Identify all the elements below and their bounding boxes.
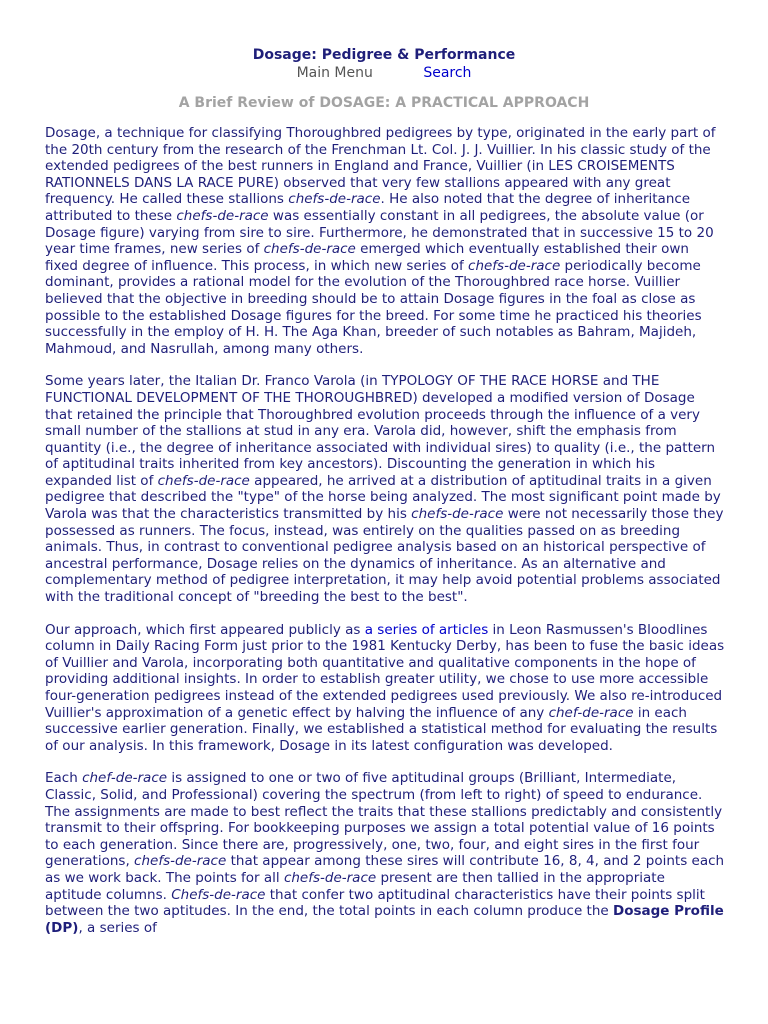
- paragraph-text: is assigned to one or two of five aptitudinal groups (Brilliant, Intermediate, Classic, Solid, and Professional) covering the spectrum (from left to right) of speed to endurance. The assignments are made to best reflect the traits that these stallions predictably and consistently transmit to their offspring. For bookkeeping purposes we assign a total potential value of 16 points to each generation. Since there are, progressively, one, two, four, and eight sires in the first four generations,: [45, 770, 723, 870]
- paragraph-our-approach: [45, 622, 725, 755]
- top-nav: [0, 65, 768, 81]
- paragraph-text: periodically become dominant, provides a rational model for the evolution of the Thoroughbred race horse. Vuillier believed that the objective in breeding should be to attain Dosage figures in the foal as close as possible to the established Dosage figures for the breed. For some time he practiced his theories successfully in the employ of H. H. The Aga Khan, breeder of such notables as Bahram, Majideh, Mahmoud, and Nasrullah, among many others.: [45, 257, 702, 357]
- paragraph-text: Each: [45, 770, 83, 787]
- page-title: Dosage: Pedigree & Performance: [252, 47, 516, 63]
- paragraph-text: in Leon Rasmussen's Bloodlines column in Daily Racing Form just prior to the 1981 Kentucky Derby, has been to fuse the basic ideas of Vuillier and Varola, incorporating both quantitative and qualitative components in the hope of providing additional insights. In order to establish greater utility, we chose to use more accessible four-generation pedigrees instead of the extended pedigrees used previously. We also re-introduced Vuillier's approximation of a genetic effect by halving the influence of any: [45, 621, 725, 721]
- paragraph-varola: [45, 373, 725, 605]
- paragraph-text: present are then tallied in the appropriate aptitude columns.: [45, 869, 665, 903]
- paragraph-text: were not necessarily those they possessed as runners. The focus, instead, was entirely on the qualities passed on as breeding animals. Thus, in contrast to conventional pedigree analysis based on an historical perspective of ancestral performance, Dosage relies on the dynamics of inheritance. As an alternative and complementary method of pedigree interpretation, it may help avoid potential problems associated with the traditional concept of "breeding the best to the best".: [45, 506, 724, 606]
- paragraph-text: Our approach, which first appeared publicly as: [45, 621, 365, 638]
- main-menu-link[interactable]: Main Menu: [296, 65, 373, 81]
- search-link[interactable]: Search: [423, 65, 472, 81]
- paragraph-text: appeared, he arrived at a distribution of aptitudinal traits in a given pedigree that described the "type" of the horse being analyzed. The most significant point made by Varola was that the characteristics transmitted by his: [45, 472, 721, 523]
- paragraph-text: that confer two aptitudinal characteristics have their points split between the two aptitudes. In the end, the total points in each column produce the: [45, 886, 705, 920]
- term-italic: chefs-de-race: [263, 241, 356, 258]
- paragraph-text: that appear among these sires will contribute 16, 8, 4, and 2 points each as we work back. The points for all: [45, 853, 725, 886]
- paragraph-aptitudinal-groups: [45, 770, 725, 936]
- paragraph-text: emerged which eventually established their own fixed degree of influence. This process, in which new series of: [45, 241, 689, 274]
- term-italic: chefs-de-race: [157, 472, 250, 489]
- paragraph-text: Some years later, the Italian Dr. Franco Varola (in TYPOLOGY OF THE RACE HORSE and THE FUNCTIONAL DEVELOPMENT OF THE THOROUGHBRED) developed a modified version of Dosage that retained the principle that Thoroughbred evolution proceeds through the influence of a very small number of the stallions at stud in any era. Varola did, however, shift the emphasis from quantity (i.e., the degree of inheritance associated with individual sires) to quality (i.e., the pattern of aptitudinal traits inherited from key ancestors). Discounting the generation in which his expanded list of: [45, 373, 716, 489]
- term-italic: chefs-de-race: [411, 506, 504, 523]
- term-italic: chefs-de-race: [134, 853, 227, 870]
- term-italic: chefs-de-race: [288, 191, 381, 208]
- article-body: [45, 125, 725, 952]
- paragraph-text: was essentially constant in all pedigrees, the absolute value (or Dosage figure) varying from sire to sire. Furthermore, he demonstrated that in successive 15 to 20 year time frames, new series of: [45, 207, 714, 258]
- term-italic: chefs-de-race: [468, 257, 561, 274]
- dosage-profile-term: Dosage Profile (DP): [45, 903, 724, 936]
- term-italic: Chefs-de-race: [171, 886, 266, 903]
- paragraph-text: , a series of: [78, 919, 157, 936]
- term-italic: chef-de-race: [548, 704, 634, 721]
- term-italic: chefs-de-race: [283, 869, 377, 886]
- paragraph-text: . He also noted that the degree of inheritance attributed to these: [45, 191, 691, 224]
- term-italic: chef-de-race: [82, 770, 168, 787]
- paragraph-vuillier: [45, 125, 725, 357]
- paragraph-text: in each successive earlier generation. Finally, we established a statistical method for evaluating the results of our analysis. In this framework, Dosage in its latest configuration was developed.: [45, 704, 718, 754]
- term-italic: chefs-de-race: [176, 207, 269, 224]
- paragraph-text: Dosage, a technique for classifying Thoroughbred pedigrees by type, originated in the early part of the 20th century from the research of the Frenchman Lt. Col. J. J. Vuillier. In his classic study of the extended pedigrees of the best runners in England and France, Vuillier (in LES CROISEMENTS RATIONNELS DANS LA RACE PURE) observed that very few stallions appeared with any great frequency. He called these stallions: [45, 125, 716, 208]
- series-of-articles-link[interactable]: a series of articles: [364, 621, 489, 638]
- article-subtitle: A Brief Review of DOSAGE: A PRACTICAL APPROACH: [178, 95, 590, 111]
